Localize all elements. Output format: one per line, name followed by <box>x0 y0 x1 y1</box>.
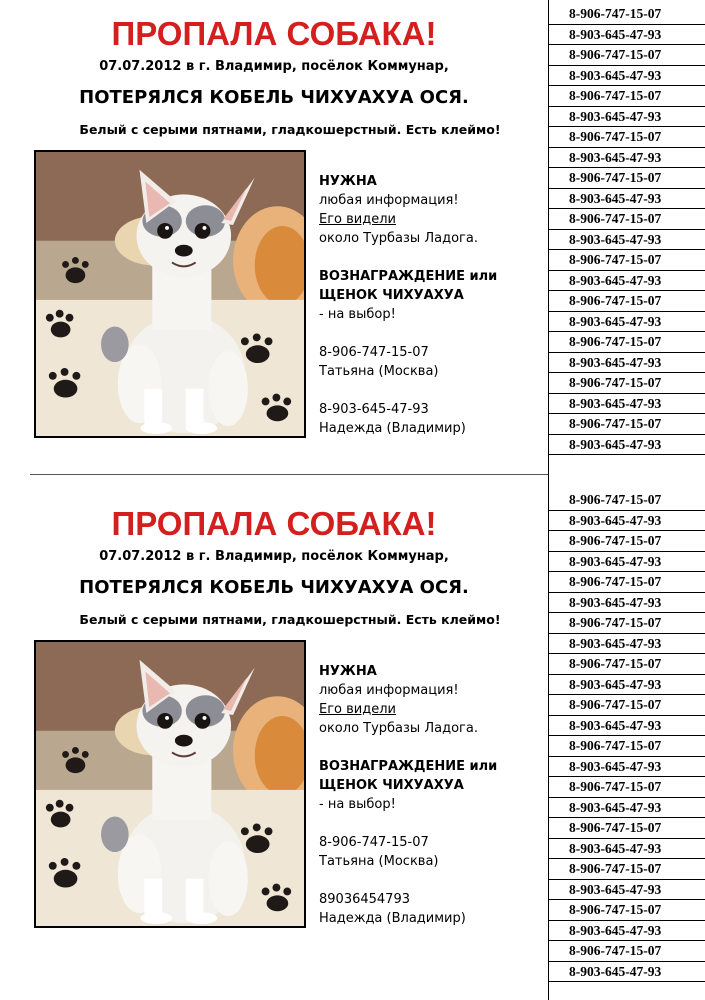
chihuahua-photo <box>34 150 306 438</box>
tear-tab: 8-903-645-47-93 <box>549 552 705 573</box>
tear-tab: 8-906-747-15-07 <box>549 859 705 880</box>
tear-tab: 8-906-747-15-07 <box>549 250 705 271</box>
tear-tab: 8-906-747-15-07 <box>549 941 705 962</box>
tear-tab: 8-906-747-15-07 <box>549 572 705 593</box>
tear-tab: 8-903-645-47-93 <box>549 271 705 292</box>
tear-tab: 8-906-747-15-07 <box>549 900 705 921</box>
tear-tab: 8-903-645-47-93 <box>549 353 705 374</box>
info-seen: Его видели <box>319 212 396 227</box>
description: Белый с серыми пятнами, гладкошерстный. Есть клеймо! <box>79 612 501 627</box>
info-any: любая информация! <box>319 193 459 208</box>
tear-tab: 8-903-645-47-93 <box>549 921 705 942</box>
info-phone2: 89036454793 <box>319 892 410 907</box>
tear-tab: 8-906-747-15-07 <box>549 45 705 66</box>
info-block <box>319 662 559 928</box>
tear-tab: 8-906-747-15-07 <box>549 777 705 798</box>
tear-tab: 8-906-747-15-07 <box>549 291 705 312</box>
tear-tab: 8-903-645-47-93 <box>549 716 705 737</box>
tear-tab: 8-903-645-47-93 <box>549 435 705 456</box>
info-need: НУЖНА <box>319 664 377 679</box>
tear-tab: 8-903-645-47-93 <box>549 189 705 210</box>
info-phone1: 8-906-747-15-07 <box>319 345 429 360</box>
description: Белый с серыми пятнами, гладкошерстный. Есть клеймо! <box>79 122 501 137</box>
info-any: любая информация! <box>319 683 459 698</box>
info-reward: ВОЗНАГРАЖДЕНИЕ или <box>319 759 498 774</box>
date-place: 07.07.2012 в г. Владимир, посёлок Коммунар, <box>99 549 449 564</box>
tear-tab: 8-906-747-15-07 <box>549 818 705 839</box>
tear-tab: 8-903-645-47-93 <box>549 880 705 901</box>
info-contact1: Татьяна (Москва) <box>319 854 439 869</box>
tear-tab: 8-903-645-47-93 <box>549 230 705 251</box>
tear-tab: 8-903-645-47-93 <box>549 66 705 87</box>
chihuahua-photo <box>34 640 306 928</box>
tear-tabs-bottom <box>549 490 705 982</box>
tear-tab: 8-903-645-47-93 <box>549 148 705 169</box>
info-contact2: Надежда (Владимир) <box>319 911 466 926</box>
tear-tab: 8-903-645-47-93 <box>549 25 705 46</box>
tear-tab: 8-906-747-15-07 <box>549 86 705 107</box>
tear-tab: 8-906-747-15-07 <box>549 654 705 675</box>
info-puppy: ЩЕНОК ЧИХУАХУА <box>319 778 464 793</box>
tear-tab: 8-903-645-47-93 <box>549 675 705 696</box>
info-phone2: 8-903-645-47-93 <box>319 402 429 417</box>
tear-tab: 8-903-645-47-93 <box>549 798 705 819</box>
tear-tab: 8-903-645-47-93 <box>549 593 705 614</box>
tear-tab: 8-906-747-15-07 <box>549 414 705 435</box>
info-near: около Турбазы Ладога. <box>319 231 478 246</box>
cut-line <box>30 474 548 475</box>
headline: ПОТЕРЯЛСЯ КОБЕЛЬ ЧИХУАХУА ОСЯ. <box>79 577 469 598</box>
tear-tab: 8-906-747-15-07 <box>549 695 705 716</box>
tear-tab: 8-906-747-15-07 <box>549 4 705 25</box>
tear-tab: 8-906-747-15-07 <box>549 332 705 353</box>
tear-tab: 8-906-747-15-07 <box>549 209 705 230</box>
flyer-title: ПРОПАЛА СОБАКА! <box>111 505 437 542</box>
tear-tab: 8-903-645-47-93 <box>549 312 705 333</box>
tear-tab: 8-903-645-47-93 <box>549 394 705 415</box>
tear-tab: 8-903-645-47-93 <box>549 511 705 532</box>
tear-tab: 8-906-747-15-07 <box>549 531 705 552</box>
info-contact2: Надежда (Владимир) <box>319 421 466 436</box>
tear-tab: 8-906-747-15-07 <box>549 373 705 394</box>
tear-tab: 8-906-747-15-07 <box>549 490 705 511</box>
info-seen: Его видели <box>319 702 396 717</box>
flyer-title: ПРОПАЛА СОБАКА! <box>111 15 437 52</box>
info-reward: ВОЗНАГРАЖДЕНИЕ или <box>319 269 498 284</box>
tear-tab: 8-903-645-47-93 <box>549 839 705 860</box>
info-phone1: 8-906-747-15-07 <box>319 835 429 850</box>
tear-tab: 8-903-645-47-93 <box>549 757 705 778</box>
info-near: около Турбазы Ладога. <box>319 721 478 736</box>
tear-tab: 8-903-645-47-93 <box>549 634 705 655</box>
info-puppy: ЩЕНОК ЧИХУАХУА <box>319 288 464 303</box>
tear-off-column <box>548 0 705 1000</box>
tear-tab: 8-906-747-15-07 <box>549 736 705 757</box>
tear-tab: 8-903-645-47-93 <box>549 107 705 128</box>
tear-tab: 8-906-747-15-07 <box>549 613 705 634</box>
info-block <box>319 172 559 438</box>
tear-tab: 8-906-747-15-07 <box>549 168 705 189</box>
info-contact1: Татьяна (Москва) <box>319 364 439 379</box>
tear-tabs-top <box>549 4 705 455</box>
info-choice: - на выбор! <box>319 797 396 812</box>
date-place: 07.07.2012 в г. Владимир, посёлок Коммунар, <box>99 59 449 74</box>
info-need: НУЖНА <box>319 174 377 189</box>
tear-tab: 8-906-747-15-07 <box>549 127 705 148</box>
tear-tab: 8-903-645-47-93 <box>549 962 705 983</box>
info-choice: - на выбор! <box>319 307 396 322</box>
headline: ПОТЕРЯЛСЯ КОБЕЛЬ ЧИХУАХУА ОСЯ. <box>79 87 469 108</box>
